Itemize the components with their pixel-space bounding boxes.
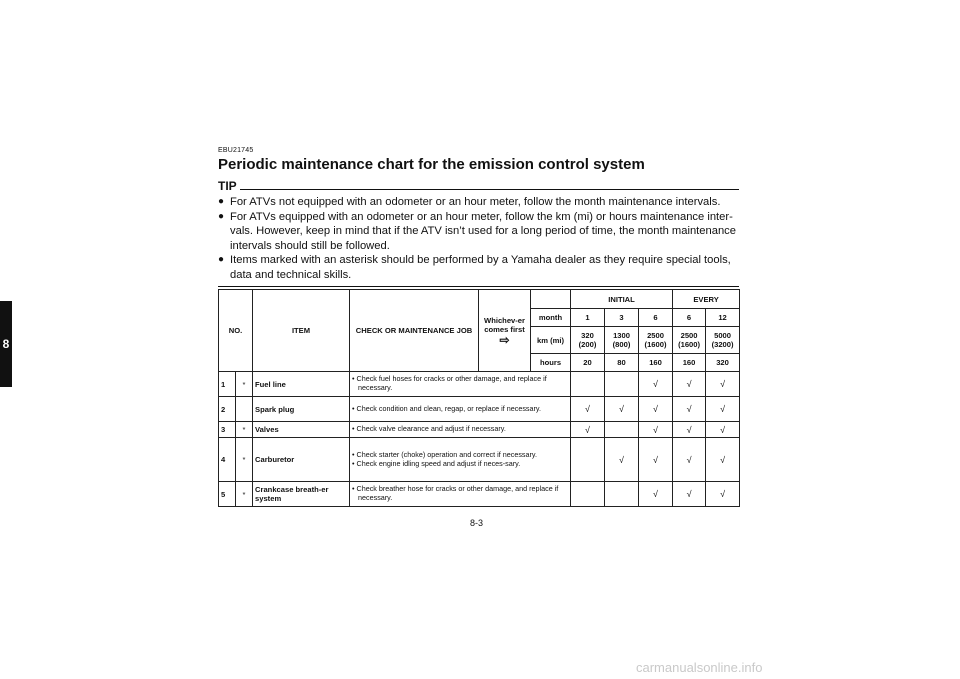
circle-bullet-icon: ● — [218, 196, 225, 207]
row-job: • Check fuel hoses for cracks or other damage, and replace if necessary. — [350, 372, 571, 397]
interval-value: 5000 (3200) — [706, 327, 740, 354]
row-item: Crankcase breath-er system — [253, 482, 350, 507]
interval-value: 12 — [706, 309, 740, 327]
check-mark: √ — [706, 422, 740, 438]
check-mark: √ — [639, 438, 673, 482]
interval-value: 320 — [706, 354, 740, 372]
right-arrow-icon: ⇨ — [499, 332, 510, 347]
header-job: CHECK OR MAINTENANCE JOB — [350, 290, 479, 372]
tip-item: ● For ATVs equipped with an odometer or an hour meter, follow the km (mi) or hours maintenance inter-vals. However, keep in mind that if the ATV isn’t used for a long period of time, the month maintenance intervals should still be followed. — [218, 210, 736, 252]
asterisk-mark: * — [236, 422, 253, 438]
row-item: Valves — [253, 422, 350, 438]
table-row — [219, 422, 740, 438]
tip-list — [218, 195, 739, 283]
page-title: Periodic maintenance chart for the emission control system — [218, 156, 645, 173]
interval-value: 20 — [571, 354, 605, 372]
header-item: ITEM — [253, 290, 350, 372]
table-row — [219, 438, 740, 482]
check-mark: √ — [706, 438, 740, 482]
tip-label: TIP — [218, 179, 237, 193]
check-mark: √ — [639, 422, 673, 438]
page-number: 8-3 — [470, 518, 484, 528]
row-number: 2 — [219, 397, 236, 422]
interval-value: 1300 (800) — [605, 327, 639, 354]
check-mark: √ — [605, 438, 639, 482]
chapter-tab: 8 — [0, 301, 12, 387]
check-mark — [571, 372, 605, 397]
header-initial: INITIAL — [571, 290, 673, 309]
check-mark: √ — [571, 397, 605, 422]
interval-value: 160 — [673, 354, 706, 372]
header-every: EVERY — [673, 290, 740, 309]
tip-rule — [240, 189, 739, 190]
table-row — [219, 397, 740, 422]
interval-value: 80 — [605, 354, 639, 372]
check-mark — [605, 372, 639, 397]
row-number: 4 — [219, 438, 236, 482]
row-number: 3 — [219, 422, 236, 438]
section-code: EBU21745 — [218, 147, 254, 154]
check-mark: √ — [706, 482, 740, 507]
interval-value: 3 — [605, 309, 639, 327]
row-job: • Check starter (choke) operation and correct if necessary. • Check engine idling speed and adjust if neces-sary. — [350, 438, 571, 482]
row-item: Fuel line — [253, 372, 350, 397]
asterisk-mark: * — [236, 438, 253, 482]
check-mark: √ — [639, 372, 673, 397]
row-number: 5 — [219, 482, 236, 507]
check-mark: √ — [673, 422, 706, 438]
check-mark — [605, 422, 639, 438]
header-no: NO. — [219, 290, 253, 372]
interval-value: 1 — [571, 309, 605, 327]
interval-value: 160 — [639, 354, 673, 372]
row-number: 1 — [219, 372, 236, 397]
row-job: • Check breather hose for cracks or other damage, and replace if necessary. — [350, 482, 571, 507]
check-mark — [571, 482, 605, 507]
circle-bullet-icon: ● — [218, 254, 225, 266]
interval-value: 2500 (1600) — [673, 327, 706, 354]
check-mark: √ — [571, 422, 605, 438]
circle-bullet-icon: ● — [218, 210, 225, 222]
tip-item: ● Items marked with an asterisk should be performed by a Yamaha dealer as they require special tools, data and technical skills. — [218, 254, 731, 281]
interval-value: 6 — [673, 309, 706, 327]
tip-item: ● For ATVs not equipped with an odometer or an hour meter, follow the month maintenance intervals. — [218, 196, 721, 208]
header-whichever: Whichev-er comes first ⇨ — [479, 290, 531, 372]
interval-unit: hours — [531, 354, 571, 372]
check-mark: √ — [673, 397, 706, 422]
interval-value: 320 (200) — [571, 327, 605, 354]
interval-value: 2500 (1600) — [639, 327, 673, 354]
watermark: carmanualsonline.info — [636, 660, 763, 675]
asterisk-mark: * — [236, 372, 253, 397]
check-mark: √ — [673, 438, 706, 482]
asterisk-mark: * — [236, 482, 253, 507]
row-job: • Check valve clearance and adjust if necessary. — [350, 422, 571, 438]
tip-box — [218, 180, 739, 287]
check-mark: √ — [673, 372, 706, 397]
interval-unit: month — [531, 309, 571, 327]
check-mark: √ — [706, 397, 740, 422]
check-mark: √ — [639, 482, 673, 507]
asterisk-mark — [236, 397, 253, 422]
table-row — [219, 482, 740, 507]
check-mark: √ — [605, 397, 639, 422]
tip-end-rule — [218, 286, 739, 287]
check-mark — [605, 482, 639, 507]
interval-unit: km (mi) — [531, 327, 571, 354]
tip-header — [218, 180, 739, 192]
maintenance-chart — [218, 289, 740, 507]
check-mark: √ — [673, 482, 706, 507]
row-job: • Check condition and clean, regap, or replace if necessary. — [350, 397, 571, 422]
row-item: Carburetor — [253, 438, 350, 482]
check-mark — [571, 438, 605, 482]
check-mark: √ — [706, 372, 740, 397]
check-mark: √ — [639, 397, 673, 422]
row-item: Spark plug — [253, 397, 350, 422]
table-row — [219, 372, 740, 397]
interval-value: 6 — [639, 309, 673, 327]
